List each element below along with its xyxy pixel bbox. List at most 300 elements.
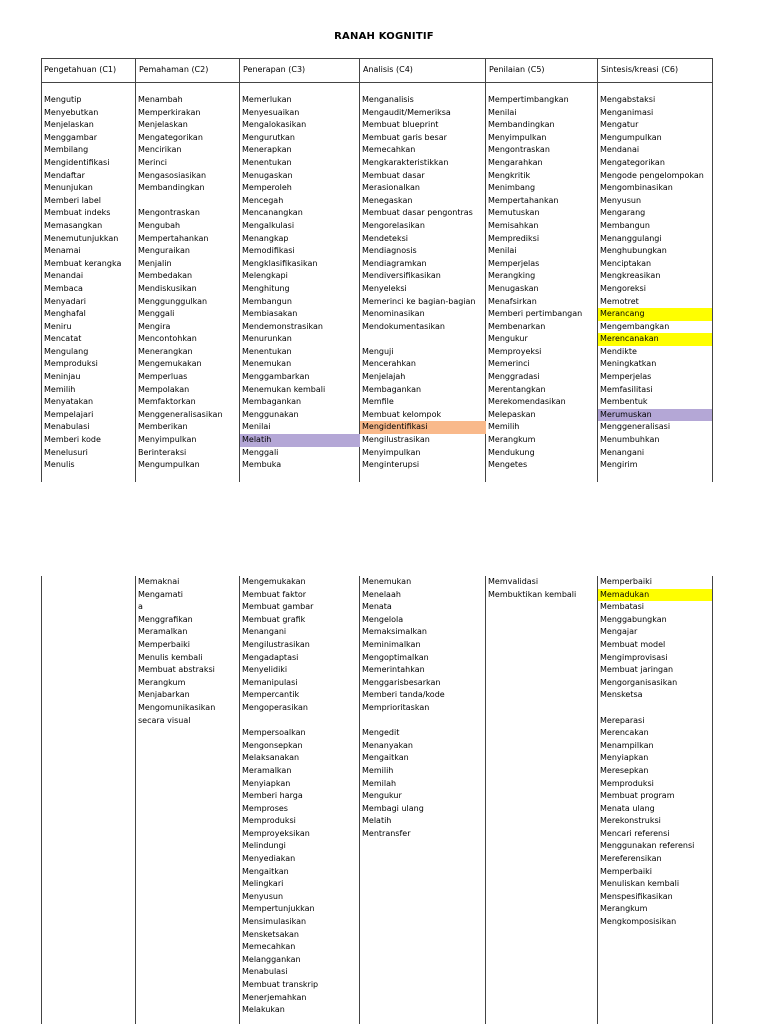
verb-cell: Menciptakan xyxy=(600,258,652,268)
verb-cell: Merancang xyxy=(598,308,712,321)
verb-cell: Merasionalkan xyxy=(362,183,420,193)
verb-cell: Mengira xyxy=(138,321,171,331)
verb-cell: Membuat model xyxy=(600,639,666,649)
verb-cell: Menemukan xyxy=(362,577,412,586)
verb-cell: Memproyeksikan xyxy=(242,828,310,838)
verb-cell: Mengalokasikan xyxy=(242,120,307,130)
verb-cell: Menggunakan xyxy=(242,409,299,419)
verb-cell: Mempertunjukkan xyxy=(242,904,315,914)
header-c5: Penilaian (C5) xyxy=(489,65,545,74)
verb-cell: Memaknai xyxy=(138,577,180,586)
verb-cell: Memerinci xyxy=(488,359,530,369)
verb-cell: Merinci xyxy=(138,157,168,167)
verb-cell: Menggali xyxy=(242,447,279,457)
verb-cell: Mengadaptasi xyxy=(242,652,299,662)
verb-cell: Menyesuaikan xyxy=(242,107,300,117)
verb-cell: Melingkari xyxy=(242,879,284,889)
verb-cell: Mengelola xyxy=(362,614,404,624)
verb-cell: Membuktikan kembali xyxy=(488,589,577,599)
verb-cell: Mengonsepkan xyxy=(242,740,303,750)
verb-cell xyxy=(360,333,486,346)
verb-cell: Merentangkan xyxy=(488,384,546,394)
verb-cell: Memilih xyxy=(488,422,520,432)
verb-cell: Mengorelasikan xyxy=(362,220,425,230)
verb-cell: Melatih xyxy=(240,434,360,447)
verb-cell: Menyiapkan xyxy=(600,753,649,763)
verb-cell: Menangani xyxy=(242,627,287,637)
verb-cell: Membuat gambar xyxy=(242,602,314,612)
verb-cell: Melaksanakan xyxy=(242,753,300,763)
verb-cell: Mengilustrasikan xyxy=(242,639,310,649)
verb-cell: Menggradasi xyxy=(488,372,540,382)
verb-cell: a xyxy=(138,602,143,612)
verb-cell: Memaksimalkan xyxy=(362,627,427,637)
verb-cell: Mengoperasikan xyxy=(242,702,308,712)
verb-cell: Melakukan xyxy=(242,1005,285,1015)
verb-cell: Membaca xyxy=(44,283,83,293)
verb-cell: Membuat garis besar xyxy=(362,132,447,142)
verb-cell: Mengajar xyxy=(600,627,638,637)
verb-cell: Menggambar xyxy=(44,132,98,142)
verb-cell: Membuat grafik xyxy=(242,614,306,624)
header-c4: Analisis (C4) xyxy=(363,65,413,74)
verb-cell: Mengomunikasikan xyxy=(138,702,216,712)
verb-cell: Memproduksi xyxy=(242,816,296,826)
verb-cell xyxy=(598,702,712,715)
verb-cell: Mempertimbangkan xyxy=(488,95,569,104)
verb-cell: Mengabstaksi xyxy=(600,95,656,104)
grid-horizontal-line xyxy=(41,82,713,83)
verb-cell: Meningkatkan xyxy=(600,359,657,369)
verb-cell xyxy=(360,715,486,728)
verb-cell: Merangking xyxy=(488,271,536,281)
verb-cell: Menjelaskan xyxy=(138,120,188,130)
verb-cell: Menjalin xyxy=(138,258,172,268)
column-c4 xyxy=(360,576,486,840)
verb-cell: Mengkreasikan xyxy=(600,271,661,281)
verb-cell: Menemukan xyxy=(242,359,292,369)
verb-cell: Membandingkan xyxy=(138,183,205,193)
verb-cell: Mencari referensi xyxy=(600,828,670,838)
verb-cell: Menamai xyxy=(44,246,81,256)
verb-cell: Menyimpulkan xyxy=(138,435,197,445)
column-c2 xyxy=(136,94,240,472)
verb-cell: Menguji xyxy=(362,346,394,356)
verb-cell: secara visual xyxy=(138,715,191,725)
verb-cell: Mengirim xyxy=(600,460,638,470)
verb-cell: Meniru xyxy=(44,321,72,331)
verb-cell: Menanggulangi xyxy=(600,233,662,243)
verb-cell: Membuat blueprint xyxy=(362,120,439,130)
verb-cell: Berinteraksi xyxy=(138,447,187,457)
header-c2: Pemahaman (C2) xyxy=(139,65,209,74)
verb-cell: Menyimpulkan xyxy=(362,447,421,457)
verb-cell: Menugaskan xyxy=(242,170,293,180)
verb-cell: Mengategorikan xyxy=(138,132,203,142)
verb-cell: Memisahkan xyxy=(488,220,539,230)
verb-cell: Mendiskusikan xyxy=(138,283,197,293)
verb-cell: Memberi pertimbangan xyxy=(488,309,583,319)
verb-cell: Menyimpulkan xyxy=(488,132,547,142)
verb-cell: Mendukung xyxy=(488,447,535,457)
verb-cell: Menulis kembali xyxy=(138,652,203,662)
verb-cell: Memilih xyxy=(44,384,76,394)
verb-cell: Menjelaskan xyxy=(44,120,94,130)
verb-cell: Mengkritik xyxy=(488,170,531,180)
verb-cell: Menghitung xyxy=(242,283,290,293)
verb-cell: Membangun xyxy=(600,220,650,230)
verb-cell: Membentuk xyxy=(600,397,648,407)
verb-cell: Membilang xyxy=(44,145,89,155)
verb-cell: Mengilustrasikan xyxy=(362,435,430,445)
verb-cell: Membagankan xyxy=(362,384,422,394)
verb-cell: Menabulasi xyxy=(44,422,90,432)
verb-cell: Menyediakan xyxy=(242,854,296,864)
verb-cell: Membuka xyxy=(242,460,282,470)
verb-cell: Mendemonstrasikan xyxy=(242,321,324,331)
verb-cell: Menganalisis xyxy=(362,95,414,104)
verb-cell: Membandingkan xyxy=(488,120,555,130)
verb-cell: Menggabungkan xyxy=(600,614,667,624)
verb-cell: Mempertahankan xyxy=(138,233,209,243)
column-c3 xyxy=(240,576,360,1017)
verb-cell: Menspesifikasikan xyxy=(600,891,673,901)
verb-cell: Memperjelas xyxy=(600,372,652,382)
verb-cell: Mendokumentasikan xyxy=(362,321,446,331)
verb-cell: Mencontohkan xyxy=(138,334,197,344)
verb-cell: Mengurutkan xyxy=(242,132,296,142)
verb-cell: Membuat kerangka xyxy=(44,258,122,268)
verb-cell: Melatih xyxy=(362,816,392,826)
verb-cell: Memasangkan xyxy=(44,220,103,230)
verb-cell: Menggambarkan xyxy=(242,372,310,382)
verb-cell: Mensketsa xyxy=(600,690,643,700)
verb-cell: Mensimulasikan xyxy=(242,917,307,927)
verb-cell xyxy=(136,195,240,208)
verb-cell: Memanipulasi xyxy=(242,677,298,687)
verb-cell: Menggunakan referensi xyxy=(600,841,695,851)
verb-cell: Menampilkan xyxy=(600,740,654,750)
verb-cell: Memberikan xyxy=(138,422,188,432)
verb-cell: Membuat jaringan xyxy=(600,665,674,675)
verb-cell: Mendikte xyxy=(600,346,637,356)
verb-cell: Melengkapi xyxy=(242,271,288,281)
verb-cell: Menuliskan kembali xyxy=(600,879,680,889)
verb-cell: Mempolakan xyxy=(138,384,190,394)
verb-cell: Menelusuri xyxy=(44,447,88,457)
verb-cell: Mereferensikan xyxy=(600,854,662,864)
verb-cell: Mengoptimalkan xyxy=(362,652,429,662)
verb-cell: Menelaah xyxy=(362,589,401,599)
verb-cell: Melepaskan xyxy=(488,409,536,419)
verb-cell: Mendiagramkan xyxy=(362,258,427,268)
verb-cell: Mengidentifikasi xyxy=(360,421,486,434)
verb-cell: Mengaitkan xyxy=(362,753,409,763)
verb-cell: Mengombinasikan xyxy=(600,183,673,193)
verb-cell: Membagi ulang xyxy=(362,803,424,813)
verb-cell: Menyiapkan xyxy=(242,778,291,788)
verb-cell: Merangkum xyxy=(600,904,648,914)
verb-cell: Membatasi xyxy=(600,602,645,612)
verb-cell: Meresepkan xyxy=(600,765,649,775)
verb-cell: Memerintahkan xyxy=(362,665,425,675)
verb-cell: Merekonstruksi xyxy=(600,816,661,826)
verb-cell: Menyeleksi xyxy=(362,283,407,293)
verb-cell: Membuat abstraksi xyxy=(138,665,215,675)
verb-cell: Memfasilitasi xyxy=(600,384,653,394)
header-c6: Sintesis/kreasi (C6) xyxy=(601,65,679,74)
verb-cell: Memecahkan xyxy=(242,942,296,952)
verb-cell: Melindungi xyxy=(242,841,286,851)
verb-cell: Memutuskan xyxy=(488,208,540,218)
verb-cell: Membuat dasar pengontras xyxy=(362,208,473,218)
verb-cell: Memperkirakan xyxy=(138,107,201,117)
verb-cell: Menggeneralisasikan xyxy=(138,409,223,419)
verb-cell: Memperoleh xyxy=(242,183,292,193)
verb-cell: Menemutunjukkan xyxy=(44,233,119,243)
grid-vertical-line xyxy=(41,576,42,1024)
verb-cell: Memperbaiki xyxy=(600,866,652,876)
column-c6 xyxy=(598,576,712,929)
verb-cell: Menyatakan xyxy=(44,397,94,407)
verb-cell: Memperbaiki xyxy=(138,639,190,649)
verb-cell: Mendiversifikasikan xyxy=(362,271,441,281)
verb-cell: Menata ulang xyxy=(600,803,655,813)
verb-cell: Mengalkulasi xyxy=(242,220,295,230)
verb-cell: Mengetes xyxy=(488,460,528,470)
verb-cell: Mengklasifikasikan xyxy=(242,258,318,268)
verb-cell: Menyebutkan xyxy=(44,107,99,117)
verb-cell: Menilai xyxy=(488,107,517,117)
verb-cell: Menguraikan xyxy=(138,246,190,256)
verb-cell: Menjelajah xyxy=(362,372,406,382)
verb-cell: Mengkarakteristikkan xyxy=(362,157,449,167)
verb-cell: Menambah xyxy=(138,95,183,104)
verb-cell: Menyusun xyxy=(242,891,284,901)
verb-cell: Menemukan kembali xyxy=(242,384,326,394)
verb-cell: Mencatat xyxy=(44,334,82,344)
verb-cell: Menyelidiki xyxy=(242,665,288,675)
verb-cell: Menilai xyxy=(242,422,271,432)
verb-cell: Memperbaiki xyxy=(600,577,652,586)
verb-cell: Melanggankan xyxy=(242,954,301,964)
column-c1 xyxy=(42,94,136,472)
column-c5 xyxy=(486,576,598,601)
verb-cell: Merencakan xyxy=(600,728,649,738)
verb-cell: Menerjemahkan xyxy=(242,992,307,1002)
verb-cell: Memberi harga xyxy=(242,791,303,801)
verb-cell: Mencanangkan xyxy=(242,208,303,218)
verb-cell: Mereparasi xyxy=(600,715,645,725)
verb-cell: Mengukur xyxy=(362,791,402,801)
verb-cell: Menganimasi xyxy=(600,107,654,117)
header-c3: Penerapan (C3) xyxy=(243,65,306,74)
verb-cell: Mengasosiasikan xyxy=(138,170,207,180)
header-c1: Pengetahuan (C1) xyxy=(44,65,117,74)
verb-cell: Memerinci ke bagian-bagian xyxy=(362,296,476,306)
verb-cell: Membiasakan xyxy=(242,309,298,319)
verb-cell: Mengubah xyxy=(138,220,181,230)
verb-cell: Merumuskan xyxy=(598,409,712,422)
verb-cell: Memproduksi xyxy=(44,359,98,369)
verb-cell: Mendaftar xyxy=(44,170,85,180)
verb-cell: Menata xyxy=(362,602,392,612)
verb-cell: Memberi label xyxy=(44,195,102,205)
verb-cell: Menjabarkan xyxy=(138,690,190,700)
verb-cell: Meramalkan xyxy=(242,765,292,775)
verb-cell: Menggali xyxy=(138,309,175,319)
verb-cell: Menyusun xyxy=(600,195,642,205)
verb-cell: Memotret xyxy=(600,296,639,306)
verb-cell: Menerapkan xyxy=(242,145,292,155)
verb-cell: Memproses xyxy=(242,803,288,813)
verb-cell: Memperluas xyxy=(138,372,188,382)
verb-cell: Menghafal xyxy=(44,309,86,319)
verb-cell: Memecahkan xyxy=(362,145,416,155)
verb-cell: Membuat transkrip xyxy=(242,980,319,989)
verb-cell: Menentukan xyxy=(242,346,292,356)
verb-cell: Merangkum xyxy=(138,677,186,687)
verb-cell: Menominasikan xyxy=(362,309,425,319)
verb-cell: Mengatur xyxy=(600,120,639,130)
verb-cell: Mengemukakan xyxy=(242,577,306,586)
verb-cell: Mengidentifikasi xyxy=(44,157,110,167)
verb-cell: Memvalidasi xyxy=(488,577,539,586)
verb-cell: Memilih xyxy=(362,765,394,775)
verb-cell: Menggeneralisasi xyxy=(600,422,671,432)
verb-cell: Mengedit xyxy=(362,728,400,738)
verb-cell: Menggrafikan xyxy=(138,614,193,624)
verb-cell: Menumbuhkan xyxy=(600,435,660,445)
verb-cell: Mencirikan xyxy=(138,145,182,155)
verb-cell: Menandai xyxy=(44,271,84,281)
verb-cell: Mengulang xyxy=(44,346,89,356)
verb-cell: Mengaudit/Memeriksa xyxy=(362,107,451,117)
column-c6 xyxy=(598,94,712,472)
verb-cell: Membangun xyxy=(242,296,292,306)
verb-cell: Menimbang xyxy=(488,183,536,193)
verb-cell: Memberi kode xyxy=(44,435,101,445)
verb-cell: Mengarang xyxy=(600,208,646,218)
verb-cell: Menafsirkan xyxy=(488,296,537,306)
verb-cell: Mengaitkan xyxy=(242,866,289,876)
verb-cell: Merencanakan xyxy=(598,333,712,346)
verb-cell: Memberi tanda/kode xyxy=(362,690,445,700)
verb-cell: Membuat faktor xyxy=(242,589,307,599)
verb-cell: Mengemukakan xyxy=(138,359,202,369)
verb-cell: Memerlukan xyxy=(242,95,292,104)
verb-cell: Mengorganisasikan xyxy=(600,677,678,687)
verb-cell: Meminimalkan xyxy=(362,639,421,649)
verb-cell: Mendiagnosis xyxy=(362,246,417,256)
verb-cell: Mengamati xyxy=(138,589,183,599)
verb-cell: Menulis xyxy=(44,460,75,470)
verb-cell: Mengoreksi xyxy=(600,283,646,293)
verb-cell: Memprioritaskan xyxy=(362,702,430,712)
verb-cell: Menugaskan xyxy=(488,283,539,293)
verb-cell: Mengembangkan xyxy=(600,321,670,331)
verb-cell: Merangkum xyxy=(488,435,536,445)
verb-cell: Meninjau xyxy=(44,372,81,382)
verb-cell: Menanyakan xyxy=(362,740,413,750)
verb-cell: Menangkap xyxy=(242,233,289,243)
verb-cell: Mengode pengelompokan xyxy=(600,170,704,180)
verb-cell: Mencerahkan xyxy=(362,359,416,369)
verb-cell: Mengimprovisasi xyxy=(600,652,668,662)
verb-cell: Membuat program xyxy=(600,791,675,801)
verb-cell: Menggarisbesarkan xyxy=(362,677,441,687)
verb-cell: Memodifikasi xyxy=(242,246,295,256)
verb-cell: Mendanai xyxy=(600,145,640,155)
verb-cell: Membenarkan xyxy=(488,321,546,331)
verb-cell: Menentukan xyxy=(242,157,292,167)
column-c3 xyxy=(240,94,360,472)
column-c2 xyxy=(136,576,240,727)
verb-cell: Menghubungkan xyxy=(600,246,667,256)
verb-cell: Membagankan xyxy=(242,397,302,407)
verb-cell: Mengumpulkan xyxy=(600,132,662,142)
verb-cell: Mempelajari xyxy=(44,409,94,419)
column-c4 xyxy=(360,94,486,472)
verb-cell: Memproyeksi xyxy=(488,346,542,356)
verb-cell: Mengategorikan xyxy=(600,157,665,167)
verb-cell: Mendeteksi xyxy=(362,233,408,243)
verb-cell: Memfile xyxy=(362,397,394,407)
verb-cell: Menginterupsi xyxy=(362,460,420,470)
verb-cell: Menabulasi xyxy=(242,967,288,977)
column-c5 xyxy=(486,94,598,472)
verb-cell: Mempercantik xyxy=(242,690,300,700)
verb-cell xyxy=(240,715,360,728)
verb-cell: Menyadari xyxy=(44,296,87,306)
page-title: RANAH KOGNITIF xyxy=(334,31,434,42)
verb-cell: Memfaktorkan xyxy=(138,397,196,407)
verb-cell: Mempersoalkan xyxy=(242,728,306,738)
verb-cell: Memilah xyxy=(362,778,397,788)
verb-cell: Membuat indeks xyxy=(44,208,111,218)
verb-cell: Menunjukan xyxy=(44,183,93,193)
verb-cell: Mempertahankan xyxy=(488,195,559,205)
verb-cell: Meramalkan xyxy=(138,627,188,637)
verb-cell: Mengontraskan xyxy=(488,145,550,155)
verb-cell: Memprediksi xyxy=(488,233,540,243)
verb-cell: Menegaskan xyxy=(362,195,413,205)
verb-cell: Mengkomposisikan xyxy=(600,917,677,927)
verb-cell: Merekomendasikan xyxy=(488,397,566,407)
verb-cell: Membedakan xyxy=(138,271,193,281)
verb-cell: Mengumpulkan xyxy=(138,460,200,470)
grid-vertical-line xyxy=(712,576,713,1024)
grid-vertical-line xyxy=(712,58,713,482)
verb-cell: Mentransfer xyxy=(362,828,411,838)
verb-cell: Menilai xyxy=(488,246,517,256)
verb-cell: Mengontraskan xyxy=(138,208,200,218)
verb-cell: Menangani xyxy=(600,447,645,457)
verb-cell: Mengutip xyxy=(44,95,82,104)
verb-cell: Menggunggulkan xyxy=(138,296,208,306)
verb-cell: Mencegah xyxy=(242,195,284,205)
verb-cell: Membuat kelompok xyxy=(362,409,442,419)
verb-cell: Memadukan xyxy=(598,589,712,602)
verb-cell: Memperjelas xyxy=(488,258,540,268)
verb-cell: Mensketsakan xyxy=(242,929,300,939)
verb-cell: Memproduksi xyxy=(600,778,654,788)
verb-cell: Membuat dasar xyxy=(362,170,425,180)
verb-cell: Mengarahkan xyxy=(488,157,543,167)
verb-cell: Menerangkan xyxy=(138,346,193,356)
verb-cell: Mengukur xyxy=(488,334,528,344)
verb-cell: Menurunkan xyxy=(242,334,292,344)
